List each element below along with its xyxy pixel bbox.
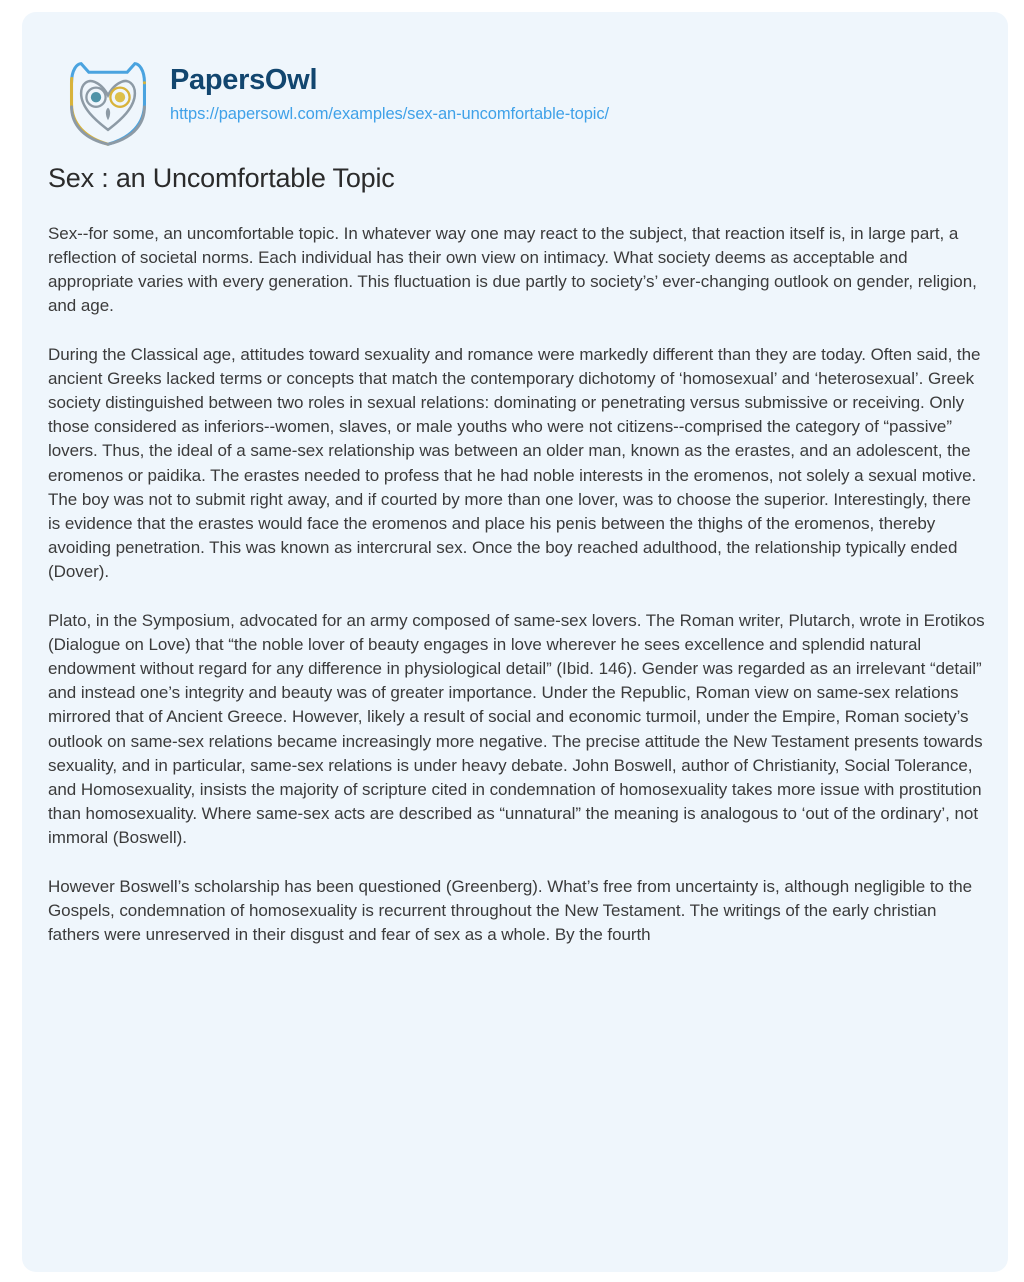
- essay-paragraph: During the Classical age, attitudes toward sexuality and romance were markedly different than they are today. Often said, the ancient Greeks lacked terms or concepts that match the contemporary dichotomy of ‘homosexual’ and ‘heterosexual’. Greek society distinguished between two roles in sexual relations: dominating or penetrating versus submissive or receiving. Only those considered as inferiors--women, slaves, or male youths who were not citizens--comprised the category of “passive” lovers. Thus, the ideal of a same-sex relationship was between an older man, known as the erastes, and an adolescent, the eromenos or paidika. The erastes needed to profess that he had noble interests in the eromenos, not solely a sexual motive. The boy was not to submit right away, and if courted by more than one lover, was to choose the superior. Interestingly, there is evidence that the erastes would face the eromenos and place his penis between the thighs of the eromenos, thereby avoiding penetration. This was known as intercrural sex. Once the boy reached adulthood, the relationship typically ended (Dover).: [48, 344, 981, 582]
- page-title: Sex : an Uncomfortable Topic: [48, 163, 395, 193]
- papersowl-owl-logo-icon: [60, 54, 156, 150]
- site-header: [22, 12, 1008, 140]
- essay-article: [48, 162, 986, 947]
- essay-paragraph: However Boswell’s scholarship has been questioned (Greenberg). What’s free from uncertainty is, although negligible to the Gospels, condemnation of homosexuality is recurrent throughout the New Testament. The writings of the early christian fathers were unreserved in their disgust and fear of sex as a whole. By the fourth: [48, 876, 973, 945]
- source-url-link[interactable]: https://papersowl.com/examples/sex-an-uncomfortable-topic/: [170, 105, 609, 124]
- essay-paragraph: Plato, in the Symposium, advocated for an army composed of same-sex lovers. The Roman writer, Plutarch, wrote in Erotikos (Dialogue on Love) that “the noble lover of beauty engages in love wherever he sees excellence and splendid natural endowment without regard for any difference in physiological detail” (Ibid. 146). Gender was regarded as an irrelevant “detail” and instead one’s integrity and beauty was of greater importance. Under the Republic, Roman view on same-sex relations mirrored that of Ancient Greece. However, likely a result of social and economic turmoil, under the Empire, Roman society’s outlook on same-sex relations became increasingly more negative. The precise attitude the New Testament presents towards sexuality, and in particular, same-sex relations is under heavy debate. John Boswell, author of Christianity, Social Tolerance, and Homosexuality, insists the majority of scripture cited in condemnation of homosexuality takes more issue with prostitution than homosexuality. Where same-sex acts are described as “unnatural” the meaning is analogous to ‘out of the ordinary’, not immoral (Boswell).: [48, 610, 985, 848]
- brand-name: PapersOwl: [170, 64, 318, 96]
- brand-block: [170, 64, 609, 124]
- essay-page-card: [22, 12, 1008, 1272]
- essay-body: [48, 222, 986, 947]
- essay-paragraph: Sex--for some, an uncomfortable topic. In whatever way one may react to the subject, that reaction itself is, in large part, a reflection of societal norms. Each individual has their own view on intimacy. What society deems as acceptable and appropriate varies with every generation. This fluctuation is due partly to society’s’ ever-changing outlook on gender, religion, and age.: [48, 223, 977, 316]
